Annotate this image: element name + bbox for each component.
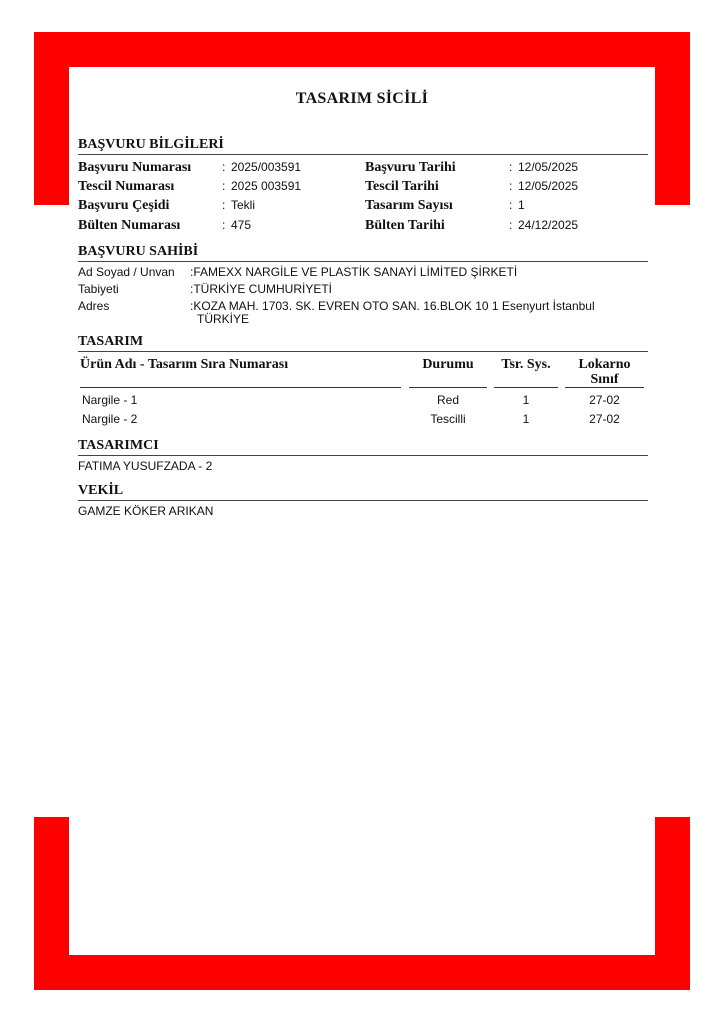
value-bulten-numarasi: 475	[231, 218, 252, 232]
value-text: KOZA MAH. 1703. SK. EVREN OTO SAN. 16.BLOK 10 1 Esenyurt İstanbul	[193, 299, 595, 313]
value-bulten-tarihi: 24/12/2025	[518, 218, 579, 232]
value-basvuru-numarasi: 2025/003591	[231, 160, 302, 174]
column-header-durum: Durumu	[409, 357, 487, 388]
cell-tsr-row2: 1	[522, 412, 530, 426]
label-adres: Adres	[78, 299, 110, 313]
section-heading-tasarimci: TASARIMCI	[78, 438, 648, 456]
label-ad-soyad-unvan: Ad Soyad / Unvan	[78, 265, 175, 279]
column-header-urun: Ürün Adı - Tasarım Sıra Numarası	[80, 357, 401, 388]
label-tabiyeti: Tabiyeti	[78, 282, 119, 296]
value-vekil: GAMZE KÖKER ARIKAN	[78, 504, 214, 518]
value-tasarim-sayisi: 1	[518, 198, 525, 212]
frame-bottom-right-leg	[655, 817, 690, 990]
section-heading-basvuru-sahibi: BAŞVURU SAHİBİ	[78, 244, 648, 262]
value-tescil-numarasi: 2025 003591	[231, 179, 302, 193]
section-heading-tasarim: TASARIM	[78, 334, 648, 352]
label-basvuru-cesidi: Başvuru Çeşidi	[78, 198, 170, 213]
label-bulten-numarasi: Bülten Numarası	[78, 218, 181, 233]
value-basvuru-cesidi: Tekli	[231, 198, 256, 212]
page-title: TASARIM SİCİLİ	[295, 90, 429, 107]
value-text: FAMEXX NARGİLE VE PLASTİK SANAYİ LİMİTED ŞİRKETİ	[193, 265, 518, 279]
colon: :	[222, 179, 226, 193]
label-tescil-tarihi: Tescil Tarihi	[365, 179, 439, 194]
section-heading-basvuru-bilgileri: BAŞVURU BİLGİLERİ	[78, 137, 648, 155]
label-bulten-tarihi: Bülten Tarihi	[365, 218, 445, 233]
cell-durum-row2: Tescilli	[430, 412, 466, 426]
column-header-tsr-sys: Tsr. Sys.	[494, 357, 558, 388]
colon: :	[509, 160, 513, 174]
colon: :	[222, 198, 226, 212]
colon: :	[509, 218, 513, 232]
value-tescil-tarihi: 12/05/2025	[518, 179, 579, 193]
colon: :	[222, 160, 226, 174]
value-adres-line2: TÜRKİYE	[197, 312, 250, 326]
column-header-lokarno-line1: Lokarno	[578, 357, 631, 372]
cell-lokarno-row2: 27-02	[589, 412, 620, 426]
label-basvuru-tarihi: Başvuru Tarihi	[365, 160, 456, 175]
frame-top-left-leg	[34, 32, 69, 205]
label-basvuru-numarasi: Başvuru Numarası	[78, 160, 192, 175]
frame-bottom-bar	[34, 955, 690, 990]
cell-tsr-row1: 1	[522, 393, 530, 407]
colon: :	[222, 218, 226, 232]
value-adres: :KOZA MAH. 1703. SK. EVREN OTO SAN. 16.BLOK 10 1 Esenyurt İstanbul	[190, 299, 595, 313]
frame-top-bar	[34, 32, 690, 67]
cell-lokarno-row1: 27-02	[589, 393, 620, 407]
cell-urun-row2: Nargile - 2	[82, 412, 138, 426]
colon: :	[509, 198, 513, 212]
section-heading-vekil: VEKİL	[78, 483, 648, 501]
frame-bottom-left-leg	[34, 817, 69, 990]
frame-top-right-leg	[655, 32, 690, 205]
column-header-lokarno	[565, 357, 644, 388]
value-text: TÜRKİYE CUMHURİYETİ	[193, 282, 333, 296]
label-tasarim-sayisi: Tasarım Sayısı	[365, 198, 453, 213]
column-header-lokarno-line2: Sınıf	[590, 372, 619, 387]
label-tescil-numarasi: Tescil Numarası	[78, 179, 175, 194]
colon: :	[509, 179, 513, 193]
cell-urun-row1: Nargile - 1	[82, 393, 138, 407]
value-tasarimci: FATIMA YUSUFZADA - 2	[78, 459, 213, 473]
cell-durum-row1: Red	[436, 393, 459, 407]
value-tabiyeti: :TÜRKİYE CUMHURİYETİ	[190, 282, 333, 296]
value-ad-soyad-unvan: :FAMEXX NARGİLE VE PLASTİK SANAYİ LİMİTED ŞİRKETİ	[190, 265, 518, 279]
value-basvuru-tarihi: 12/05/2025	[518, 160, 579, 174]
